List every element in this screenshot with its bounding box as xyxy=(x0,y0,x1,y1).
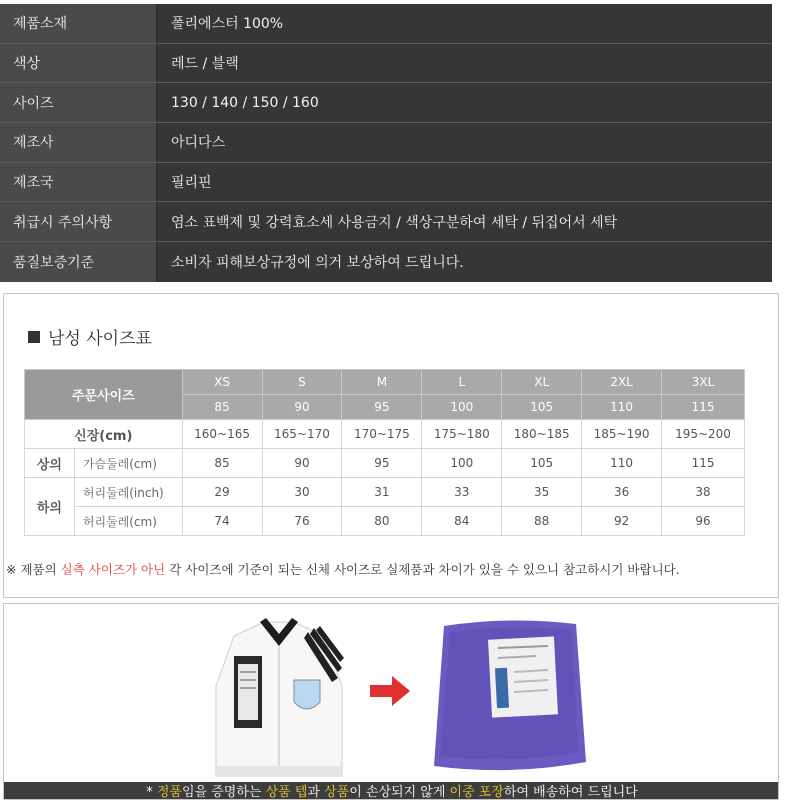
chest-cell: 85 xyxy=(182,449,262,478)
spec-row xyxy=(0,242,772,282)
chest-cell: 100 xyxy=(422,449,502,478)
size-label-cell: S xyxy=(262,370,342,395)
note-highlight: 실측 사이즈가 아닌 xyxy=(60,562,166,577)
waist-inch-label: 허리둘레(inch) xyxy=(74,478,182,507)
size-label-cell: M xyxy=(342,370,422,395)
spec-value: 소비자 피해보상규정에 의거 보상하여 드립니다. xyxy=(157,242,772,282)
spec-row xyxy=(0,4,772,44)
spec-label: 색상 xyxy=(0,44,157,83)
waist-cm-cell: 88 xyxy=(502,507,582,536)
chest-cell: 95 xyxy=(342,449,422,478)
spec-value: 필리핀 xyxy=(157,163,772,202)
package-image xyxy=(426,612,594,780)
spec-label: 사이즈 xyxy=(0,83,157,122)
spec-row xyxy=(0,83,772,123)
size-number-cell: 90 xyxy=(262,395,342,420)
spec-value: 레드 / 블랙 xyxy=(157,44,772,83)
packaging-banner: * 정품임을 증명하는 상품 텝과 상품이 손상되지 않게 이중 포장하여 배송하여 드립니다 xyxy=(4,782,779,800)
waist-cm-cell: 76 xyxy=(262,507,342,536)
jacket-image xyxy=(212,616,346,788)
order-size-header: 주문사이즈 xyxy=(25,370,183,420)
height-cell: 175~180 xyxy=(422,420,502,449)
size-number-cell: 95 xyxy=(342,395,422,420)
height-cell: 160~165 xyxy=(182,420,262,449)
height-cell: 185~190 xyxy=(582,420,662,449)
size-number-cell: 110 xyxy=(582,395,662,420)
spec-value: 염소 표백제 및 강력효소세 사용금지 / 색상구분하여 세탁 / 뒤집어서 세탁 xyxy=(157,202,772,241)
size-number-cell: 105 xyxy=(502,395,582,420)
size-label-row xyxy=(25,370,745,395)
size-label-cell: 3XL xyxy=(662,370,745,395)
waist-inch-cell: 35 xyxy=(502,478,582,507)
size-label-cell: XL xyxy=(502,370,582,395)
height-cell: 165~170 xyxy=(262,420,342,449)
spec-value: 130 / 140 / 150 / 160 xyxy=(157,83,772,122)
spec-label: 품질보증기준 xyxy=(0,242,157,282)
size-chart-title: 남성 사이즈표 xyxy=(28,324,152,349)
size-chart-panel xyxy=(3,293,779,598)
height-cell: 195~200 xyxy=(662,420,745,449)
waist-cm-cell: 74 xyxy=(182,507,262,536)
waist-inch-cell: 36 xyxy=(582,478,662,507)
waist-inch-cell: 29 xyxy=(182,478,262,507)
spec-row xyxy=(0,163,772,203)
square-bullet-icon xyxy=(28,331,40,343)
size-number-cell: 100 xyxy=(422,395,502,420)
height-cell: 180~185 xyxy=(502,420,582,449)
chest-cell: 90 xyxy=(262,449,342,478)
chest-label: 가슴둘레(cm) xyxy=(74,449,182,478)
waist-inch-cell: 33 xyxy=(422,478,502,507)
waist-cm-cell: 84 xyxy=(422,507,502,536)
size-number-cell: 85 xyxy=(182,395,262,420)
height-cell: 170~175 xyxy=(342,420,422,449)
spec-row xyxy=(0,202,772,242)
waist-cm-cell: 92 xyxy=(582,507,662,536)
chest-cell: 115 xyxy=(662,449,745,478)
spec-label: 제품소재 xyxy=(0,4,157,43)
chest-cell: 105 xyxy=(502,449,582,478)
packaging-panel xyxy=(3,603,779,800)
spec-label: 제조사 xyxy=(0,123,157,162)
arrow-right-icon xyxy=(370,676,410,706)
chest-row xyxy=(25,449,745,478)
waist-cm-cell: 96 xyxy=(662,507,745,536)
size-label-cell: 2XL xyxy=(582,370,662,395)
waist-inch-cell: 38 xyxy=(662,478,745,507)
waist-cm-cell: 80 xyxy=(342,507,422,536)
waist-cm-row xyxy=(25,507,745,536)
product-spec-table xyxy=(0,4,772,282)
waist-cm-label: 허리둘레(cm) xyxy=(74,507,182,536)
top-group-label: 상의 xyxy=(25,449,75,478)
size-note: ※ 제품의 실측 사이즈가 아닌 각 사이즈에 기준이 되는 신체 사이즈로 실제품과 차이가 있을 수 있으니 참고하시기 바랍니다. xyxy=(6,562,680,577)
height-row xyxy=(25,420,745,449)
waist-inch-row xyxy=(25,478,745,507)
bottom-group-label: 하의 xyxy=(25,478,75,536)
waist-inch-cell: 31 xyxy=(342,478,422,507)
size-label-cell: XS xyxy=(182,370,262,395)
spec-label: 제조국 xyxy=(0,163,157,202)
waist-inch-cell: 30 xyxy=(262,478,342,507)
size-label-cell: L xyxy=(422,370,502,395)
spec-value: 아디다스 xyxy=(157,123,772,162)
spec-value: 폴리에스터 100% xyxy=(157,4,772,43)
height-label: 신장(cm) xyxy=(25,420,183,449)
spec-label: 취급시 주의사항 xyxy=(0,202,157,241)
chest-cell: 110 xyxy=(582,449,662,478)
size-table xyxy=(24,369,745,536)
spec-row xyxy=(0,44,772,84)
size-number-cell: 115 xyxy=(662,395,745,420)
spec-row xyxy=(0,123,772,163)
